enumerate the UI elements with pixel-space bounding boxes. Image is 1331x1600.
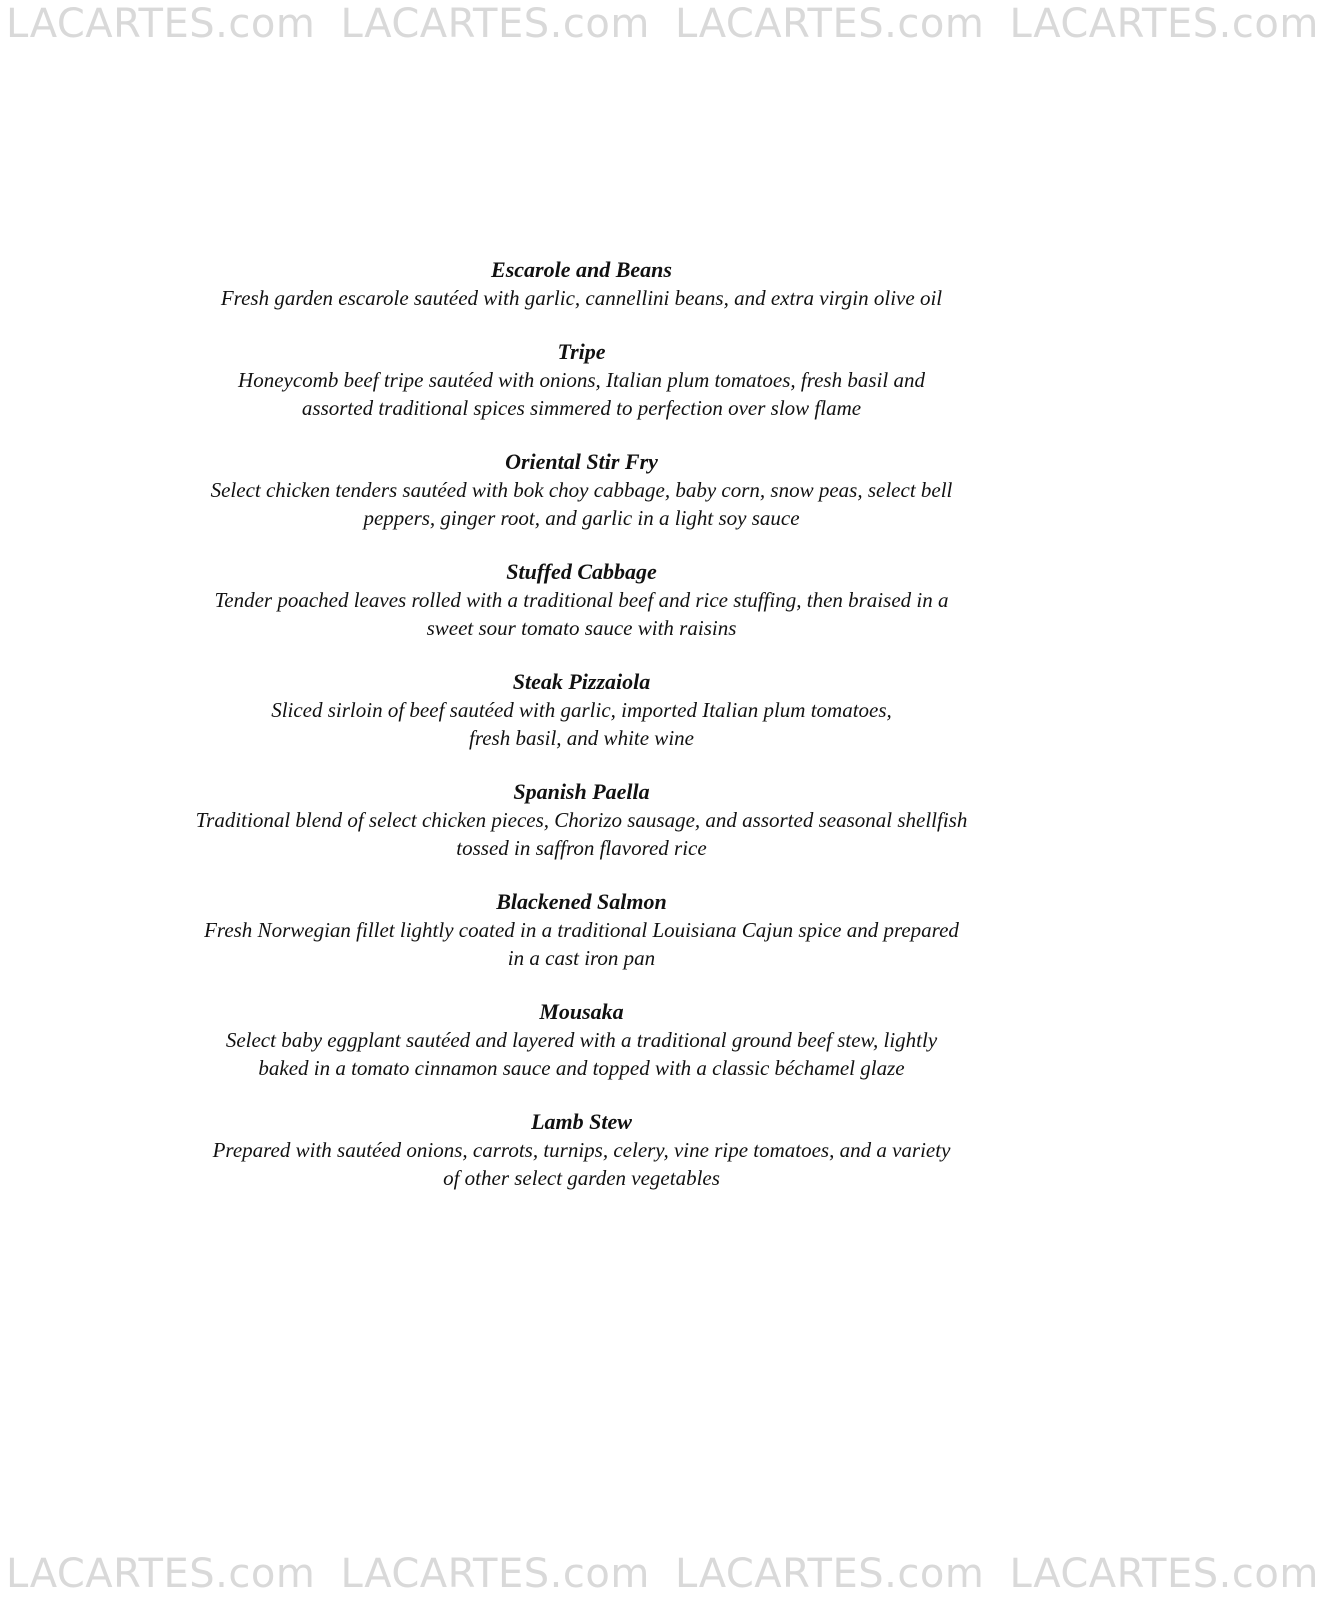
menu-item: [162, 888, 1002, 972]
dish-description-line: Prepared with sautéed onions, carrots, turnips, celery, vine ripe tomatoes, and a variety: [212, 1138, 951, 1162]
watermark-bottom: [6, 1550, 1319, 1598]
watermark-text: LACARTES.com: [340, 1, 650, 47]
dish-description-line: Honeycomb beef tripe sautéed with onions, Italian plum tomatoes, fresh basil and: [238, 368, 925, 392]
dish-description-line: Select baby eggplant sautéed and layered with a traditional ground beef stew, lightly: [225, 1028, 938, 1052]
dish-description-line: tossed in saffron flavored rice: [456, 836, 707, 860]
menu-item: [162, 778, 1002, 862]
dish-description: [162, 284, 1002, 312]
dish-description: [162, 476, 1002, 532]
menu-item: [162, 998, 1002, 1082]
dish-name: Steak Pizzaiola: [512, 669, 651, 694]
dish-description-line: sweet sour tomato sauce with raisins: [426, 616, 737, 640]
dish-description: [162, 696, 1002, 752]
dish-description-line: Sliced sirloin of beef sautéed with garlic, imported Italian plum tomatoes,: [271, 698, 892, 722]
dish-description-line: baked in a tomato cinnamon sauce and topped with a classic béchamel glaze: [258, 1056, 905, 1080]
watermark-text: LACARTES.com: [675, 1551, 985, 1597]
watermark-text: LACARTES.com: [1009, 1, 1319, 47]
dish-description-line: peppers, ginger root, and garlic in a light soy sauce: [363, 506, 800, 530]
dish-name: Lamb Stew: [531, 1109, 632, 1134]
menu-list: [0, 256, 1163, 1218]
dish-description-line: fresh basil, and white wine: [469, 726, 694, 750]
menu-item: [162, 668, 1002, 752]
watermark-top: [6, 0, 1319, 48]
watermark-text: LACARTES.com: [340, 1551, 650, 1597]
dish-description-line: assorted traditional spices simmered to perfection over slow flame: [301, 396, 862, 420]
dish-name: Stuffed Cabbage: [506, 559, 657, 584]
menu-item: [162, 338, 1002, 422]
watermark-text: LACARTES.com: [6, 1551, 316, 1597]
dish-name: Tripe: [557, 339, 606, 364]
dish-name: Oriental Stir Fry: [505, 449, 658, 474]
menu-item: [162, 1108, 1002, 1192]
dish-name: Blackened Salmon: [496, 889, 667, 914]
dish-description: [162, 1136, 1002, 1192]
watermark-text: LACARTES.com: [6, 1, 316, 47]
dish-description: [162, 916, 1002, 972]
dish-description-line: Fresh Norwegian fillet lightly coated in a traditional Louisiana Cajun spice and prepared: [204, 918, 959, 942]
dish-description: [162, 806, 1002, 862]
dish-description: [162, 366, 1002, 422]
dish-description-line: in a cast iron pan: [507, 946, 656, 970]
dish-description: [162, 586, 1002, 642]
dish-name: Spanish Paella: [513, 779, 650, 804]
watermark-text: LACARTES.com: [1009, 1551, 1319, 1597]
dish-description: [162, 1026, 1002, 1082]
dish-description-line: Traditional blend of select chicken pieces, Chorizo sausage, and assorted seasonal shellfish: [195, 808, 968, 832]
dish-name: Mousaka: [539, 999, 624, 1024]
menu-item: [162, 256, 1002, 312]
dish-description-line: Fresh garden escarole sautéed with garlic, cannellini beans, and extra virgin olive oil: [220, 286, 943, 310]
menu-item: [162, 448, 1002, 532]
dish-description-line: of other select garden vegetables: [443, 1166, 720, 1190]
menu-item: [162, 558, 1002, 642]
watermark-text: LACARTES.com: [675, 1, 985, 47]
dish-description-line: Tender poached leaves rolled with a traditional beef and rice stuffing, then braised in a: [214, 588, 949, 612]
dish-description-line: Select chicken tenders sautéed with bok choy cabbage, baby corn, snow peas, select bell: [210, 478, 953, 502]
dish-name: Escarole and Beans: [491, 257, 672, 282]
